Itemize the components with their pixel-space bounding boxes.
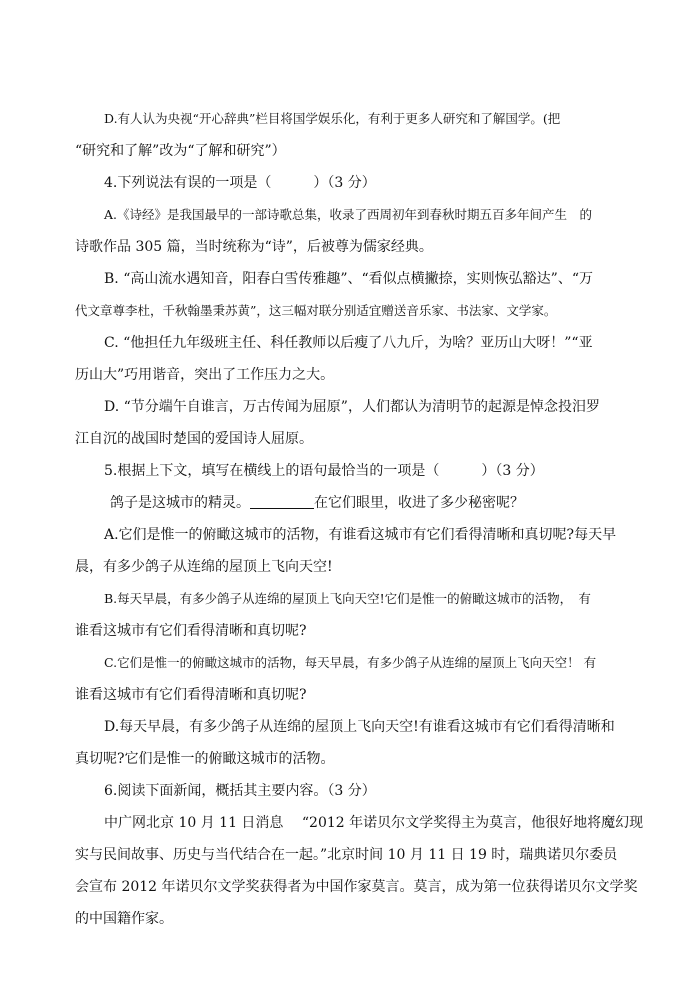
- question-4-option-d-continued: 江自沉的战国时楚国的爱国诗人屈原。: [75, 431, 313, 447]
- question-5-option-a-continued: 晨，有多少鸽子从连绵的屋顶上飞向天空!: [75, 559, 333, 575]
- news-paragraph-line-4: 的中国籍作家。: [75, 911, 173, 927]
- question-4-option-c: C. “他担任九年级班主任、科任教师以后瘦了八九斤，为啥？亚历山大呀！”“亚: [104, 335, 593, 351]
- question-5-stem: 5.根据上下文，填写在横线上的语句最恰当的一项是（ ）（3 分）: [104, 463, 544, 479]
- question-4-option-b: B. “高山流水遇知音，阳春白雪传雅趣”、“看似点横撇捺，实则恢弘豁达”、“万: [104, 271, 593, 287]
- news-paragraph-line-3: 会宣布 2012 年诺贝尔文学奖获得者为中国作家莫言。莫言，成为第一位获得诺贝尔文学奖: [75, 879, 638, 895]
- fill-in-blank: [250, 494, 314, 509]
- question-5-option-c-continued: 谁看这城市有它们看得清晰和真切呢?: [75, 687, 307, 703]
- question-4-option-c-continued: 历山大”巧用谐音，突出了工作压力之大。: [75, 367, 335, 383]
- question-4-option-b-continued: 代文章尊李杜，千秋翰墨秉苏黄”，这三幅对联分别适宜赠送音乐家、书法家、文学家。: [75, 303, 557, 318]
- question-5-option-d: D.每天早晨，有多少鸽子从连绵的屋顶上飞向天空!有谁看这城市有它们看得清晰和: [104, 719, 615, 735]
- question-5-option-d-continued: 真切呢?它们是惟一的俯瞰这城市的活物。: [75, 751, 335, 767]
- question-4-option-d: D. “节分端午自谁言，万古传闻为屈原”，人们都认为清明节的起源是悼念投汨罗: [104, 399, 600, 415]
- question-4-option-a-continued: 诗歌作品 305 篇，当时统称为“诗”，后被尊为儒家经典。: [75, 239, 433, 255]
- question-6-stem: 6.阅读下面新闻，概括其主要内容。（3 分）: [104, 783, 376, 799]
- question-5-passage-end: 在它们眼里，收进了多少秘密呢？: [314, 495, 524, 511]
- question-5-passage: [0, 493, 696, 513]
- question-5-passage-start: 鸽子是这城市的精灵。: [110, 495, 250, 511]
- question-3-option-d: D.有人认为央视“开心辞典”栏目将国学娱乐化，有利于更多人研究和了解国学。(把: [104, 111, 561, 126]
- news-paragraph-line-2: 实与民间故事、历史与当代结合在一起。”北京时间 10 月 11 日 19 时，瑞典诺贝尔委员: [75, 847, 618, 863]
- question-5-option-b: B.每天早晨，有多少鸽子从连绵的屋顶上飞向天空!它们是惟一的俯瞰这城市的活物， 有: [104, 591, 591, 606]
- question-5-option-b-continued: 谁看这城市有它们看得清晰和真切呢?: [75, 623, 307, 639]
- question-5-option-a: A.它们是惟一的俯瞰这城市的活物，有谁看这城市有它们看得清晰和真切呢?每天早: [104, 527, 617, 543]
- news-paragraph-line-1: 中广网北京 10 月 11 日消息 “2012 年诺贝尔文学奖得主为莫言，他很好地将魔幻现: [104, 815, 644, 831]
- question-4-stem: 4.下列说法有误的一项是（ ）（3 分）: [104, 175, 376, 191]
- question-5-option-c: C.它们是惟一的俯瞰这城市的活物，每天早晨，有多少鸽子从连绵的屋顶上飞向天空！ 有: [104, 655, 597, 670]
- question-4-option-a: A.《诗经》是我国最早的一部诗歌总集，收录了西周初年到春秋时期五百多年间产生 的: [104, 207, 593, 222]
- question-3-option-d-continued: “研究和了解”改为“了解和研究”）: [75, 143, 286, 159]
